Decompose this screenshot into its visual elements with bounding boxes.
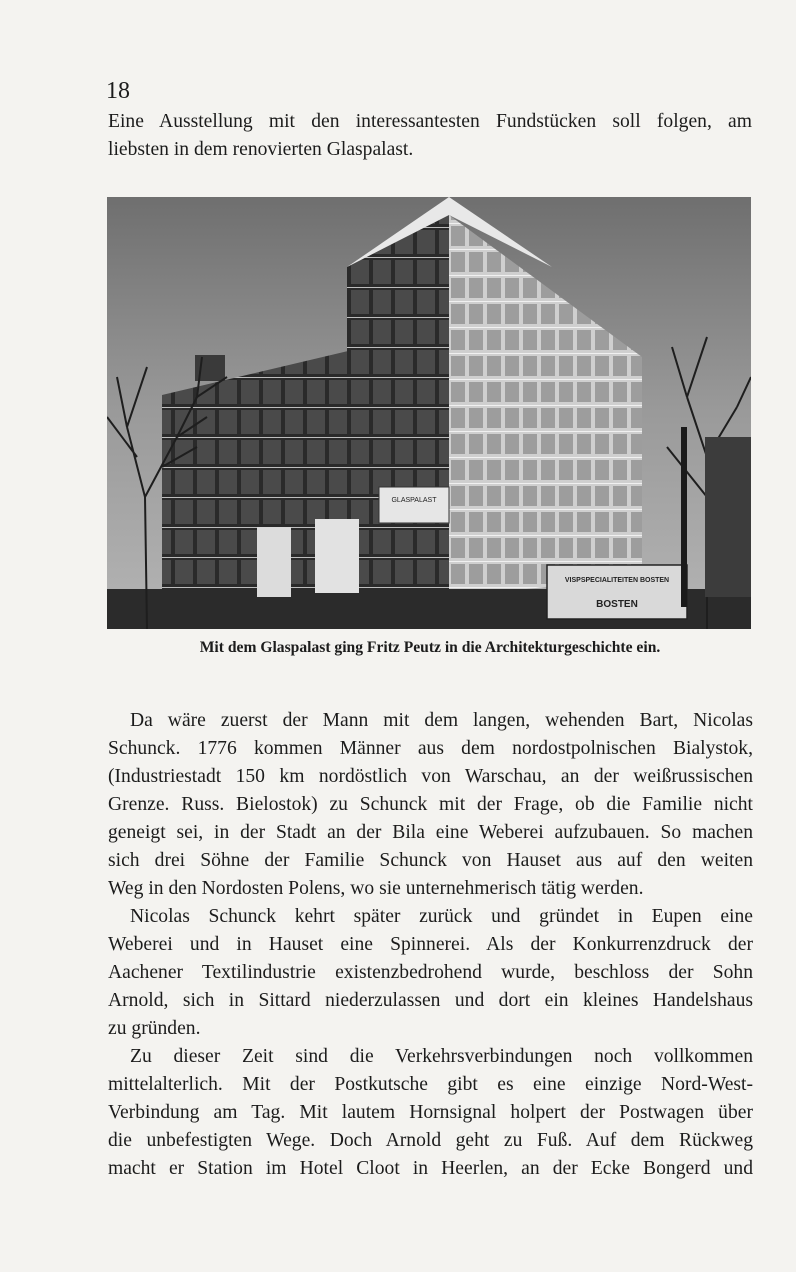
shop-sign-text: VISPSPECIALITEITEN BOSTEN xyxy=(564,577,670,584)
intro-line: Eine Ausstellung mit den interessantesten Fundstücken soll folgen, am xyxy=(108,111,752,132)
text-line: (Industriestadt 150 km nordöstlich von Warschau, an der weißrussischen xyxy=(108,766,753,787)
text-line: sich drei Söhne der Familie Schunck von Hauset aus auf den weiten xyxy=(108,850,753,871)
text-line: Grenze. Russ. Bielostok) zu Schunck mit der Frage, ob die Familie nicht xyxy=(108,794,753,815)
text-line: Arnold, sich in Sittard niederzulassen und dort ein kleines Handelshaus xyxy=(108,990,753,1011)
sign-board-text: GLASPALAST xyxy=(391,497,437,504)
text-line: mittelalterlich. Mit der Postkutsche gibt es eine einzige Nord-West- xyxy=(108,1074,753,1095)
text-line: Aachener Textilindustrie existenzbedrohend wurde, beschloss der Sohn xyxy=(108,962,753,983)
banner-left xyxy=(257,527,291,597)
photo-illustration xyxy=(107,197,751,629)
sign-board xyxy=(379,487,449,523)
text-line: Zu dieser Zeit sind die Verkehrsverbindungen noch vollkommen xyxy=(130,1046,753,1067)
text-line: macht er Station im Hotel Cloot in Heerlen, an der Ecke Bongerd und xyxy=(108,1158,753,1179)
text-line: Da wäre zuerst der Mann mit dem langen, wehenden Bart, Nicolas xyxy=(130,710,753,731)
building-right xyxy=(705,437,751,597)
banner-right xyxy=(315,519,359,593)
text-line: Weg in den Nordosten Polens, wo sie unternehmerisch tätig werden. xyxy=(108,878,644,899)
intro-line: liebsten in dem renovierten Glaspalast. xyxy=(108,139,414,160)
body-text xyxy=(108,707,753,1183)
text-line: Nicolas Schunck kehrt später zurück und gründet in Eupen eine xyxy=(130,906,753,927)
text-line: Weberei und in Hauset eine Spinnerei. Als der Konkurrenzdruck der xyxy=(108,934,753,955)
text-line: zu gründen. xyxy=(108,1018,201,1039)
photo-caption: Mit dem Glaspalast ging Fritz Peutz in die Architekturgeschichte ein. xyxy=(199,639,661,656)
text-line: geneigt sei, in der Stadt an der Bila eine Weberei aufzubauen. So machen xyxy=(108,822,753,843)
intro-paragraph xyxy=(108,108,752,164)
shop-sign xyxy=(547,565,687,619)
text-line: Schunck. 1776 kommen Männer aus dem nordostpolnischen Bialystok, xyxy=(108,738,753,759)
glaspalast-photo xyxy=(107,197,751,629)
tower-left-facade xyxy=(347,215,449,597)
lamp-post xyxy=(681,427,687,607)
text-line: die unbefestigten Wege. Doch Arnold geht zu Fuß. Auf dem Rückweg xyxy=(108,1130,753,1151)
text-line: Verbindung am Tag. Mit lautem Hornsignal holpert der Postwagen über xyxy=(108,1102,753,1123)
shop-sign-text-2: BOSTEN xyxy=(596,599,638,610)
page-number: 18 xyxy=(106,78,130,104)
